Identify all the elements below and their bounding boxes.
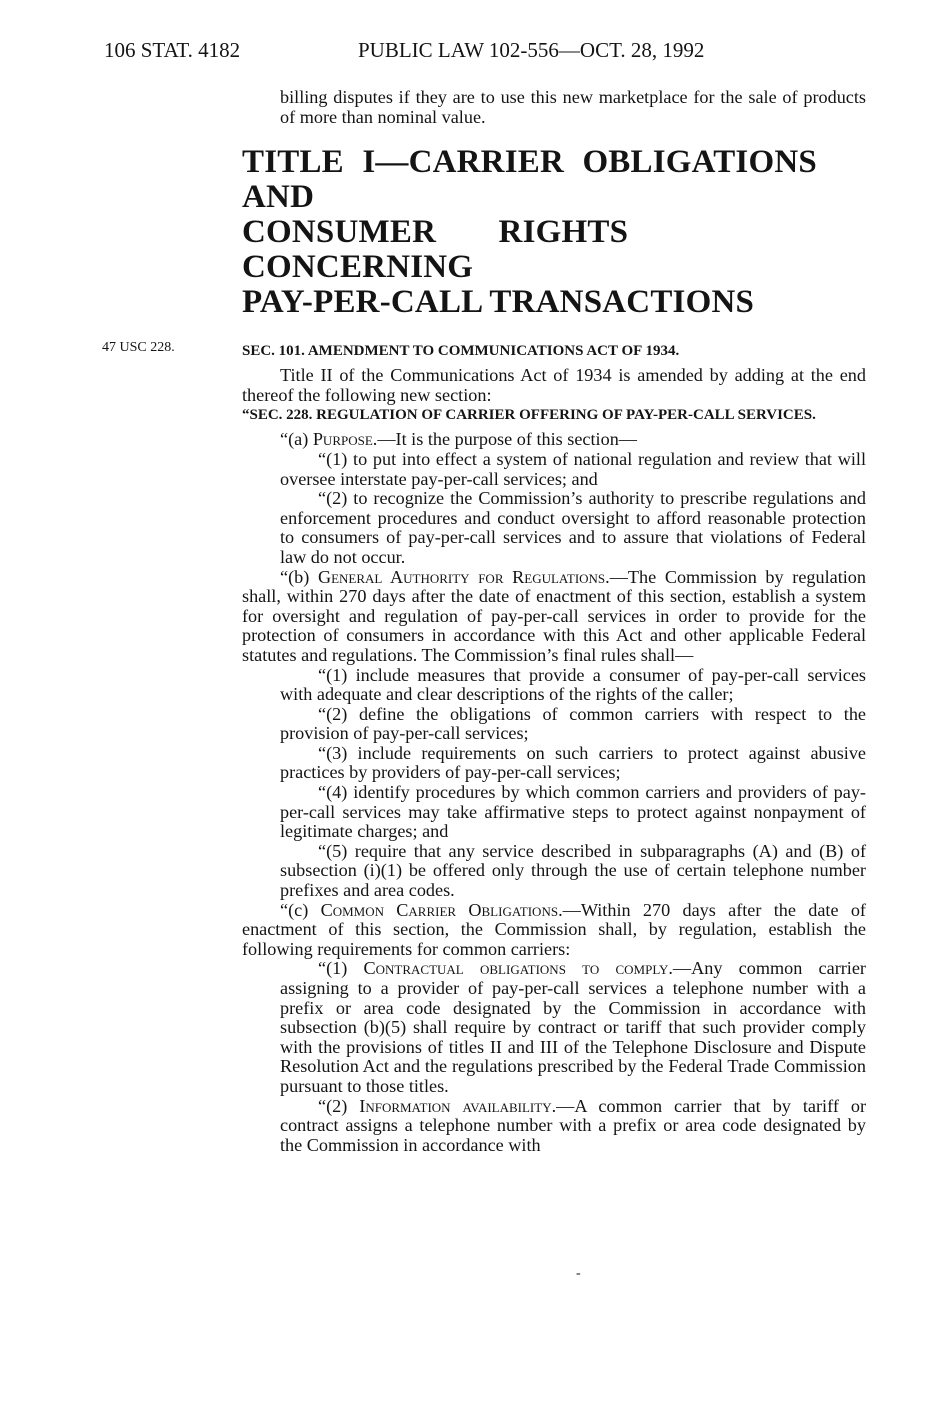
page-header: [104, 38, 854, 68]
stat-page-number: 106 STAT. 4182: [104, 38, 241, 62]
paragraph-2-text: —A common carrier that by tariff or contract assigns a telephone number with a prefix or area code designated by the Commission in accordance with: [280, 1095, 866, 1155]
subsection-a-text: —It is the purpose of this section—: [377, 429, 637, 450]
subsection-a-label: “(a): [280, 429, 313, 450]
title-line-1: TITLE I—CARRIER OBLIGATIONS AND: [242, 144, 817, 216]
paragraph-1-text: —Any common carrier assigning to a provider of pay-per-call services a telephone number with a prefix or area code designated by the Commission in accordance with subsection (b)(5) shall require by contract or tariff that such provider comply with the provisions of titles II and III of the Telephone Disclosure and Dispute Resolution Act and the regulations prescribed by the Federal Trade Commission pursuant to those titles.: [280, 958, 866, 1096]
subsection-c-paragraph-1: [242, 959, 866, 1096]
subsection-c-text: —Within 270 days after the date of enactment of this section, the Commission shall, by regulation, establish the following requirements for common carriers:: [242, 899, 866, 959]
section-228-heading: “SEC. 228. REGULATION OF CARRIER OFFERING OF PAY-PER-CALL SERVICES.: [242, 407, 816, 424]
subsection-b-item-2: “(2) define the obligations of common carriers with respect to the provision of pay-per-call services;: [280, 703, 866, 744]
subsection-b-item-1: “(1) include measures that provide a consumer of pay-per-call services with adequate and clear descriptions of the rights of the caller;: [280, 664, 866, 705]
public-law-citation: PUBLIC LAW 102-556—OCT. 28, 1992: [358, 38, 705, 62]
scan-mark: -: [576, 1266, 581, 1281]
title-line-2: CONSUMER RIGHTS CONCERNING: [242, 214, 629, 286]
title-line-3: PAY-PER-CALL TRANSACTIONS: [242, 284, 755, 321]
subsection-c: [242, 901, 866, 960]
subsection-b-item-4: “(4) identify procedures by which common carriers and providers of pay-per-call services may take affirmative steps to protect against nonpayment of legitimate charges; and: [280, 782, 866, 842]
paragraph-1-label: “(1): [318, 958, 364, 979]
subsection-c-label: “(c): [280, 899, 321, 920]
subsection-a-caption: Purpose.: [312, 429, 378, 450]
paragraph-2-label: “(2): [318, 1095, 360, 1116]
subsection-b-caption: General Authority for Regulations.: [317, 566, 610, 587]
intro-paragraph: billing disputes if they are to use this new marketplace for the sale of products of more than nominal value.: [280, 87, 866, 127]
subsection-a: [242, 430, 866, 450]
subsection-c-paragraph-2: [242, 1097, 866, 1156]
title-heading: [242, 145, 866, 320]
subsection-b: [242, 568, 866, 666]
margin-citation: 47 USC 228.: [102, 340, 175, 355]
subsection-a-item-2: “(2) to recognize the Commission’s authority to prescribe regulations and enforcement procedures and conduct oversight to afford reasonable protection to consumers of pay-per-call services and to assure that violations of Federal law do not occur.: [280, 488, 866, 567]
section-101-heading: SEC. 101. AMENDMENT TO COMMUNICATIONS ACT OF 1934.: [242, 343, 680, 360]
subsection-b-item-5: “(5) require that any service described in subparagraphs (A) and (B) of subsection (i)(1) be offered only through the use of certain telephone number prefixes and area codes.: [280, 840, 866, 901]
paragraph-1-caption: Contractual obligations to comply.: [363, 958, 673, 979]
subsection-b-label: “(b): [280, 566, 318, 587]
subsection-c-caption: Common Carrier Obligations.: [320, 899, 563, 920]
subsection-b-item-3: “(3) include requirements on such carriers to protect against abusive practices by providers of pay-per-call services;: [280, 742, 866, 783]
subsection-b-text: —The Commission by regulation shall, within 270 days after the date of enactment of this section, establish a system for oversight and regulation of pay-per-call services in order to provide for the protection of consumers in accordance with this Act and other applicable Federal statutes and regulations. The Commission’s final rules shall—: [242, 566, 866, 665]
section-101-text: Title II of the Communications Act of 1934 is amended by adding at the end thereof the following new section:: [242, 365, 866, 405]
subsection-a-item-1: “(1) to put into effect a system of national regulation and review that will oversee interstate pay-per-call services; and: [280, 448, 866, 489]
document-body: [242, 88, 866, 1155]
paragraph-2-caption: Information availability.: [359, 1095, 557, 1116]
